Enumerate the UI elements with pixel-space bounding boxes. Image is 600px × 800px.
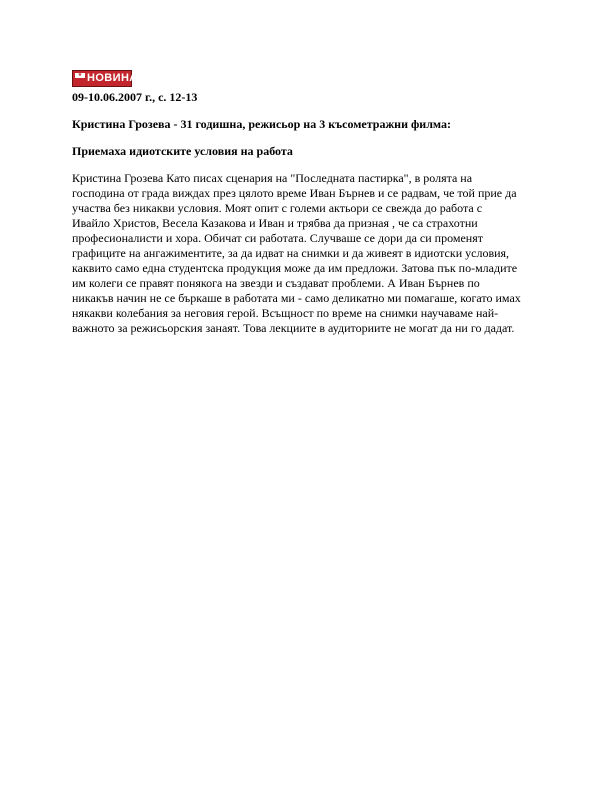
article-body: Кристина Грозева Като писах сценария на "Последната пастирка", в ролята на господина от града виждах през цялото време Иван Бърнев и се радвам, че той прие да участва без никакви условия. Моят опит с големи актьори се свежда до работа с Ивайло Христов, Весела Казакова и Иван и трябва да призная , че са страхотни професионалисти и хора. Обичат си работата. Случваше се дори да си променят графиците на ангажиментите, за да идват на снимки и да живеят в идиотски условия, каквито само една студентска продукция може да им предложи. Затова пък по-младите им колеги се правят понякога на звезди и създават проблеми. А Иван Бърнев по никакъв начин не се бъркаше в работата ми - само деликатно ми помагаше, когато имах някакви колебания за неговия герой. Всъщност по време на снимки научаваме най- важното за режисьорския занаят. Това лекциите в аудиториите не могат да ни го дадат. [72,171,521,335]
publication-date: 09-10.06.2007 г., с. 12-13 [72,90,198,104]
article-headline: Приемаха идиотските условия на работа [72,144,293,158]
logo-badge-icon: ★ [74,72,86,79]
newspaper-logo [72,70,146,87]
logo-text: НОВИНАР [87,72,146,84]
article-subtitle: Кристина Грозева - 31 годишна, режисьор на 3 късометражни филма: [72,117,452,131]
document-page [72,68,528,336]
